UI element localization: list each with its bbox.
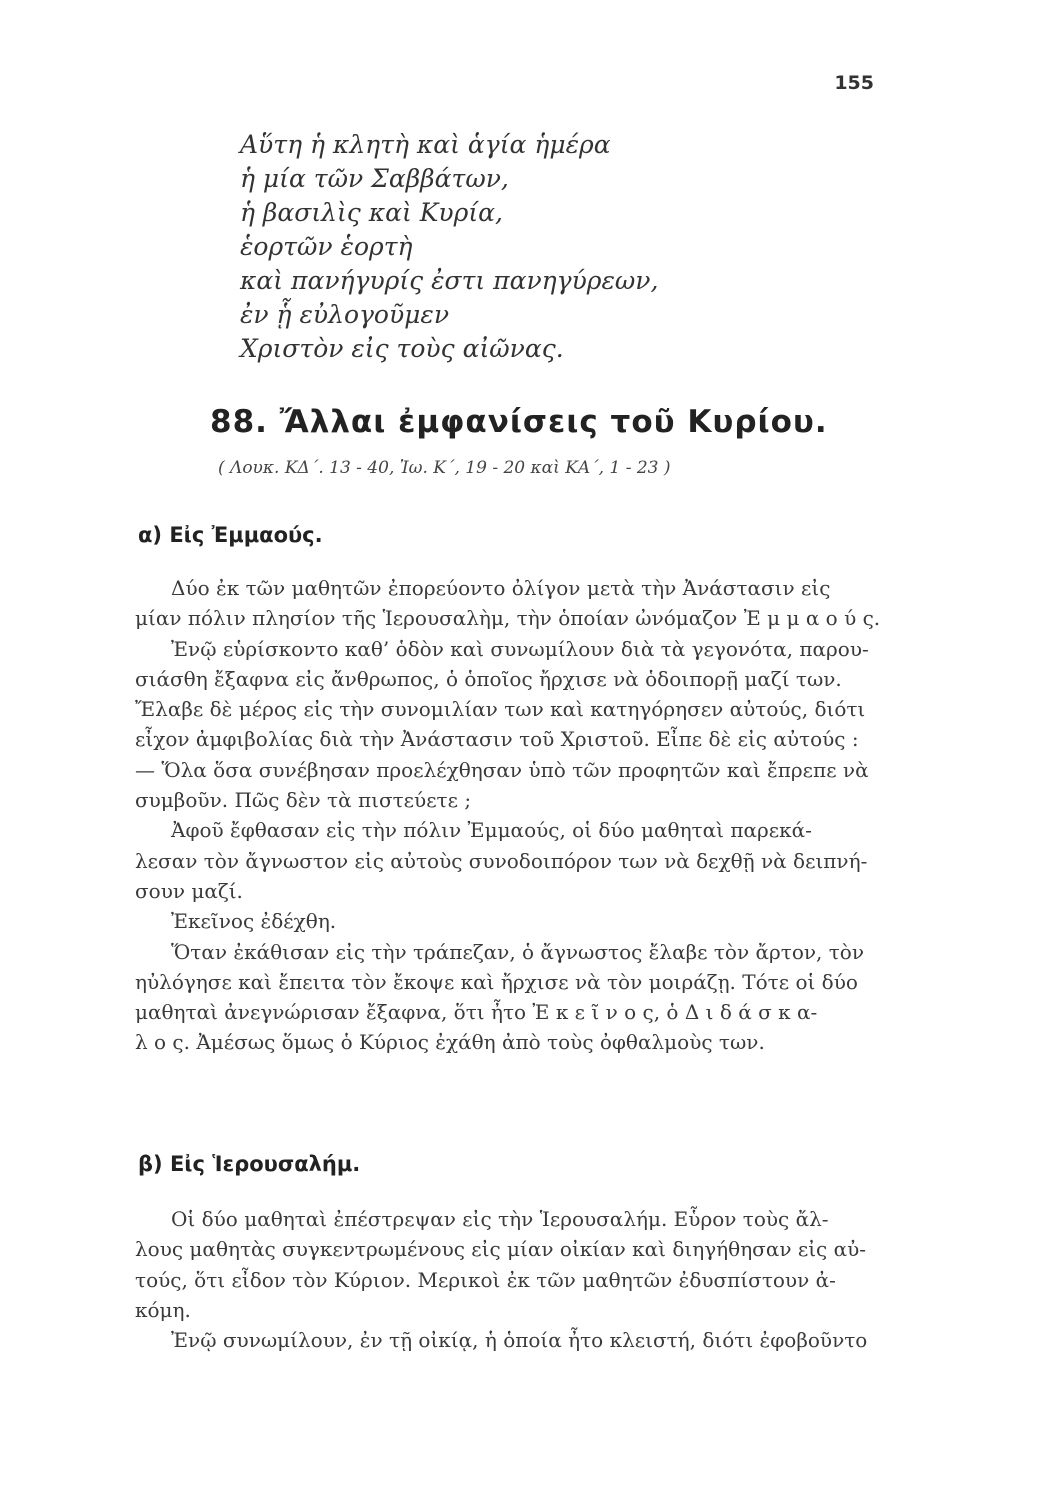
section-a-heading: α) Εἰς Ἐμμαούς. — [138, 523, 323, 547]
section-b-heading: β) Εἰς Ἱερουσαλήμ. — [138, 1152, 361, 1176]
body-line: Ἐνῷ συνωμίλουν, ἐν τῇ οἰκίᾳ, ἡ ὁποία ἦτο κλειστή, διότι ἐφοβοῦντο — [171, 1328, 868, 1353]
scripture-reference: ( Λουκ. ΚΔ΄. 13 - 40, Ἰω. Κ΄, 19 - 20 καὶ ΚΑ΄, 1 - 23 ) — [218, 458, 671, 478]
body-line: μαθηταὶ ἀνεγνώρισαν ἔξαφνα, ὅτι ἦτο Ἐ κ ε ῖ ν ο ς, ὁ Δ ι δ ά σ κ α- — [135, 1000, 818, 1025]
body-line: συμβοῦν. Πῶς δὲν τὰ πιστεύετε ; — [135, 788, 472, 813]
poem — [240, 128, 658, 366]
page-number: 155 — [834, 72, 874, 94]
body-line: Ἔλαβε δὲ μέρος εἰς τὴν συνομιλίαν των καὶ κατηγόρησεν αὐτούς, διότι — [135, 697, 866, 722]
body-line: Οἱ δύο μαθηταὶ ἐπέστρεψαν εἰς τὴν Ἱερουσαλήμ. Εὗρον τοὺς ἄλ- — [171, 1207, 829, 1231]
body-line: Ὅταν ἐκάθισαν εἰς τὴν τράπεζαν, ὁ ἄγνωστος ἔλαβε τὸν ἄρτον, τὸν — [171, 939, 864, 964]
body-line: λους μαθητὰς συγκεντρωμένους εἰς μίαν οἰκίαν καὶ διηγήθησαν εἰς αὐ- — [135, 1237, 867, 1262]
body-line: Δύο ἐκ τῶν μαθητῶν ἐπορεύοντο ὀλίγον μετὰ τὴν Ἀνάστασιν εἰς — [171, 576, 831, 600]
body-line: κόμη. — [135, 1297, 191, 1322]
chapter-title: 88. Ἄλλαι ἐμφανίσεις τοῦ Κυρίου. — [210, 404, 828, 440]
body-line: σιάσθη ἔξαφνα εἰς ἄνθρωπος, ὁ ὁποῖος ἤρχισε νὰ ὁδοιπορῇ μαζί των. — [135, 666, 842, 691]
body-line: λ ο ς. Ἀμέσως ὅμως ὁ Κύριος ἐχάθη ἀπὸ τοὺς ὀφθαλμοὺς των. — [135, 1030, 765, 1055]
body-line: εἶχον ἀμφιβολίας διὰ τὴν Ἀνάστασιν τοῦ Χριστοῦ. Εἶπε δὲ εἰς αὐτούς : — [135, 727, 859, 752]
body-line: σουν μαζί. — [135, 878, 243, 903]
poem-line: ἐν ᾗ εὐλογοῦμεν — [240, 300, 450, 329]
body-line: τούς, ὅτι εἶδον τὸν Κύριον. Μερικοὶ ἐκ τῶν μαθητῶν ἐδυσπίστουν ἀ- — [135, 1267, 836, 1292]
body-line: Ἐκεῖνος ἐδέχθη. — [171, 909, 337, 934]
body-line: ηὐλόγησε καὶ ἔπειτα τὸν ἔκοψε καὶ ἤρχισε νὰ τὸν μοιράζῃ. Τότε οἱ δύο — [135, 969, 858, 994]
body-line: Ἐνῷ εὑρίσκοντο καθ’ ὁδὸν καὶ συνωμίλουν διὰ τὰ γεγονότα, παρου- — [171, 636, 869, 661]
poem-line: ἡ βασιλὶς καὶ Κυρία, — [240, 198, 503, 227]
section-a-body — [135, 573, 905, 1058]
body-line: μίαν πόλιν πλησίον τῆς Ἱερουσαλὴμ, τὴν ὁποίαν ὠνόμαζον Ἐ μ μ α ο ύ ς. — [135, 606, 881, 631]
poem-line: Αὕτη ἡ κλητὴ καὶ ἁγία ἡμέρα — [240, 130, 611, 159]
section-b-body — [135, 1204, 905, 1355]
poem-line: Χριστὸν εἰς τοὺς αἰῶνας. — [240, 334, 564, 363]
poem-line: ἑορτῶν ἑορτὴ — [240, 232, 413, 261]
body-line: — Ὅλα ὅσα συνέβησαν προελέχθησαν ὑπὸ τῶν προφητῶν καὶ ἔπρεπε νὰ — [135, 757, 869, 782]
poem-line: καὶ πανήγυρίς ἐστι πανηγύρεων, — [240, 266, 659, 295]
poem-line: ἡ μία τῶν Σαββάτων, — [240, 164, 509, 193]
body-line: λεσαν τὸν ἄγνωστον εἰς αὐτοὺς συνοδοιπόρον των νὰ δεχθῇ νὰ δειπνή- — [135, 848, 868, 873]
body-line: Ἀφοῦ ἔφθασαν εἰς τὴν πόλιν Ἐμμαούς, οἱ δύο μαθηταὶ παρεκά- — [171, 818, 812, 843]
